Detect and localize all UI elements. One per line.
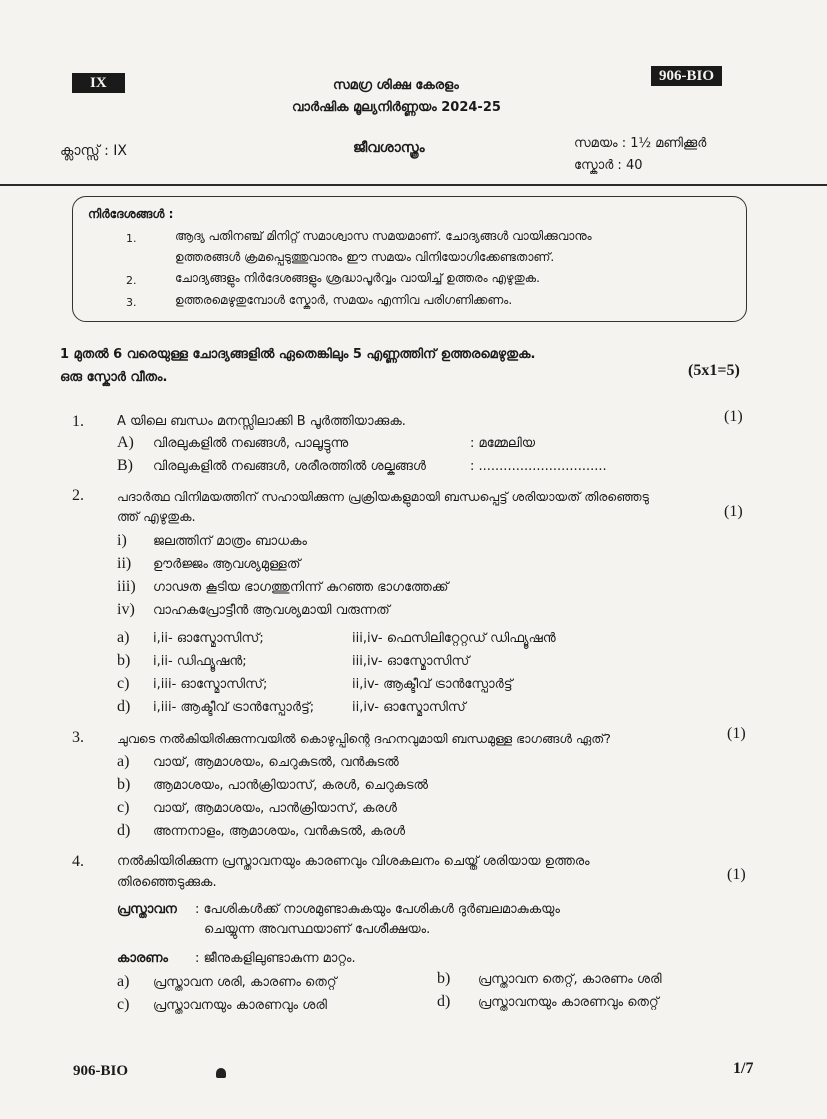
time-label: സമയം : 1½ മണിക്കൂർ bbox=[574, 136, 707, 151]
option-label: c) bbox=[117, 799, 130, 816]
smudge-mark bbox=[216, 1068, 226, 1078]
section-instruction: 1 മുതൽ 6 വരെയുള്ള ചോദ്യങ്ങളിൽ ഏതെങ്കിലും 5 എണ്ണത്തിന് ഉത്തരമെഴുതുക. bbox=[60, 347, 536, 362]
question-text: നൽകിയിരിക്കുന്ന പ്രസ്താവനയും കാരണവും വിശകലനം ചെയ്ത് ശരിയായ ഉത്തരം bbox=[117, 854, 590, 869]
question-text: തിരഞ്ഞെടുക്കുക. bbox=[117, 875, 217, 890]
option-label: a) bbox=[117, 629, 130, 646]
option-label: b) bbox=[117, 652, 131, 669]
question-text: A യിലെ ബന്ധം മനസ്സിലാക്കി B പൂർത്തിയാക്കുക. bbox=[117, 414, 406, 429]
instruction-number: 2. bbox=[126, 274, 137, 287]
instruction-number: 3. bbox=[126, 296, 137, 309]
question-number: 4. bbox=[72, 853, 84, 870]
statement-label: പ്രസ്താവന bbox=[117, 902, 177, 917]
option-text: അന്നനാളം, ആമാശയം, വൻകുടൽ, കരൾ bbox=[153, 824, 406, 839]
option-label: c) bbox=[117, 675, 130, 692]
exam-title: വാർഷിക മൂല്യനിർണ്ണയം 2024-25 bbox=[292, 100, 501, 115]
option-text: പ്രസ്താവനയും കാരണവും തെറ്റ് bbox=[478, 995, 659, 1010]
question-mark: (1) bbox=[727, 866, 746, 883]
statement-text: : പേശികൾക്ക് നാശമുണ്ടാകുകയും പേശികൾ ദുർബലമാകുകയും bbox=[195, 902, 560, 917]
section-score-note: ഒരു സ്കോർ വീതം. bbox=[60, 370, 168, 385]
option-label: d) bbox=[437, 993, 451, 1010]
option-col2: iii,iv- ഫെസിലിറ്റേറ്റഡ് ഡിഫ്യൂഷൻ bbox=[352, 631, 556, 646]
instruction-text: ചോദ്യങ്ങളും നിർദേശങ്ങളും ശ്രദ്ധാപൂർവ്വം വായിച്ച് ഉത്തരം എഴുതുക. bbox=[175, 271, 540, 285]
statement-number: iii) bbox=[117, 578, 136, 595]
option-text: പ്രസ്താവനയും കാരണവും ശരി bbox=[153, 998, 327, 1013]
option-label: b) bbox=[117, 776, 131, 793]
header-divider bbox=[0, 184, 827, 186]
option-label: A) bbox=[117, 434, 134, 451]
pair-a-answer: : മമ്മേലിയ bbox=[470, 436, 536, 451]
statement-number: i) bbox=[117, 532, 127, 549]
question-text: ത്ത് എഴുതുക. bbox=[117, 510, 196, 525]
subject-title: ജീവശാസ്ത്രം bbox=[353, 140, 425, 156]
option-text: വായ്, ആമാശയം, പാൻക്രിയാസ്, കരൾ bbox=[153, 801, 397, 816]
statement-text: വാഹകപ്രോട്ടീൻ ആവശ്യമായി വരുന്നത് bbox=[153, 603, 390, 618]
score-label: സ്കോർ : 40 bbox=[574, 158, 643, 173]
statement-text: ചെയ്യുന്ന അവസ്ഥയാണ് പേശീക്ഷയം. bbox=[204, 922, 431, 937]
option-col2: iii,iv- ഓസ്മോസിസ് bbox=[352, 654, 470, 669]
reason-label: കാരണം bbox=[117, 951, 168, 966]
question-number: 2. bbox=[72, 487, 84, 504]
class-label: ക്ലാസ്സ് : IX bbox=[60, 143, 127, 159]
statement-number: ii) bbox=[117, 555, 132, 572]
footer-code: 906-BIO bbox=[73, 1063, 129, 1079]
option-text: പ്രസ്താവന ശരി, കാരണം തെറ്റ് bbox=[153, 975, 337, 990]
option-col2: ii,iv- ഓസ്മോസിസ് bbox=[352, 700, 466, 715]
reason-text: : ജീനുകളിലുണ്ടാകുന്ന മാറ്റം. bbox=[195, 951, 356, 966]
statement-text: ജലത്തിന് മാത്രം ബാധകം bbox=[153, 534, 307, 549]
option-label: d) bbox=[117, 822, 131, 839]
option-text: ആമാശയം, പാൻക്രിയാസ്, കരൾ, ചെറുകുടൽ bbox=[153, 778, 428, 793]
instruction-text: ആദ്യ പതിനഞ്ച് മിനിറ്റ് സമാശ്വാസ സമയമാണ്. ചോദ്യങ്ങൾ വായിക്കുവാനും bbox=[175, 229, 592, 243]
pair-a-text: വിരലുകളിൽ നഖങ്ങൾ, പാലൂട്ടുന്നു bbox=[153, 436, 349, 451]
grade-tag: IX bbox=[72, 73, 125, 93]
instructions-title: നിർദേശങ്ങൾ : bbox=[88, 207, 174, 221]
option-label: a) bbox=[117, 753, 130, 770]
option-col1: i,ii- ഓസ്മോസിസ്; bbox=[153, 631, 264, 646]
question-mark: (1) bbox=[724, 503, 743, 520]
page-number: 1/7 bbox=[733, 1060, 754, 1077]
section-marks: (5x1=5) bbox=[688, 362, 740, 379]
pair-b-answer-blank: : ............................... bbox=[470, 459, 607, 474]
option-label: c) bbox=[117, 996, 130, 1013]
instruction-text: ഉത്തരമെഴുതുമ്പോൾ സ്കോർ, സമയം എന്നിവ പരിഗണിക്കണം. bbox=[175, 293, 513, 307]
option-text: പ്രസ്താവന തെറ്റ്, കാരണം ശരി bbox=[478, 972, 662, 987]
statement-text: ഗാഢത കൂടിയ ഭാഗത്തുനിന്ന് കുറഞ്ഞ ഭാഗത്തേക്ക് bbox=[153, 580, 449, 595]
option-text: വായ്, ആമാശയം, ചെറുകുടൽ, വൻകുടൽ bbox=[153, 755, 399, 770]
instruction-text: ഉത്തരങ്ങൾ ക്രമപ്പെടുത്തുവാനും ഈ സമയം വിനിയോഗിക്കേണ്ടതാണ്. bbox=[175, 250, 555, 264]
question-number: 3. bbox=[72, 729, 84, 746]
option-label: d) bbox=[117, 698, 131, 715]
option-label: a) bbox=[117, 973, 130, 990]
option-col1: i,iii- ആക്ടീവ് ട്രാൻസ്പോർട്ട്; bbox=[153, 700, 315, 715]
pair-b-text: വിരലുകളിൽ നഖങ്ങൾ, ശരീരത്തിൽ ശല്കങ്ങൾ bbox=[153, 459, 426, 474]
option-col1: i,ii- ഡിഫ്യൂഷൻ; bbox=[153, 654, 247, 669]
code-tag: 906-BIO bbox=[651, 66, 722, 86]
option-col1: i,iii- ഓസ്മോസിസ്; bbox=[153, 677, 268, 692]
question-mark: (1) bbox=[724, 408, 743, 425]
org-title: സമഗ്ര ശിക്ഷ കേരളം bbox=[333, 78, 459, 93]
option-label: b) bbox=[437, 970, 451, 987]
statement-text: ഊർജ്ജം ആവശ്യമുള്ളത് bbox=[153, 557, 301, 572]
question-mark: (1) bbox=[727, 725, 746, 742]
statement-number: iv) bbox=[117, 601, 135, 618]
option-col2: ii,iv- ആക്ടീവ് ട്രാൻസ്പോർട്ട് bbox=[352, 677, 513, 692]
question-text: പദാർത്ഥ വിനിമയത്തിന് സഹായിക്കുന്ന പ്രക്രിയകളുമായി ബന്ധപ്പെട്ട് ശരിയായത് തിരഞ്ഞെടു bbox=[117, 489, 649, 504]
option-label: B) bbox=[117, 457, 133, 474]
question-number: 1. bbox=[72, 413, 84, 430]
instruction-number: 1. bbox=[126, 232, 137, 245]
question-text: ചുവടെ നൽകിയിരിക്കുന്നവയിൽ കൊഴുപ്പിന്റെ ദഹനവുമായി ബന്ധമുള്ള ഭാഗങ്ങൾ ഏത്? bbox=[117, 731, 611, 746]
